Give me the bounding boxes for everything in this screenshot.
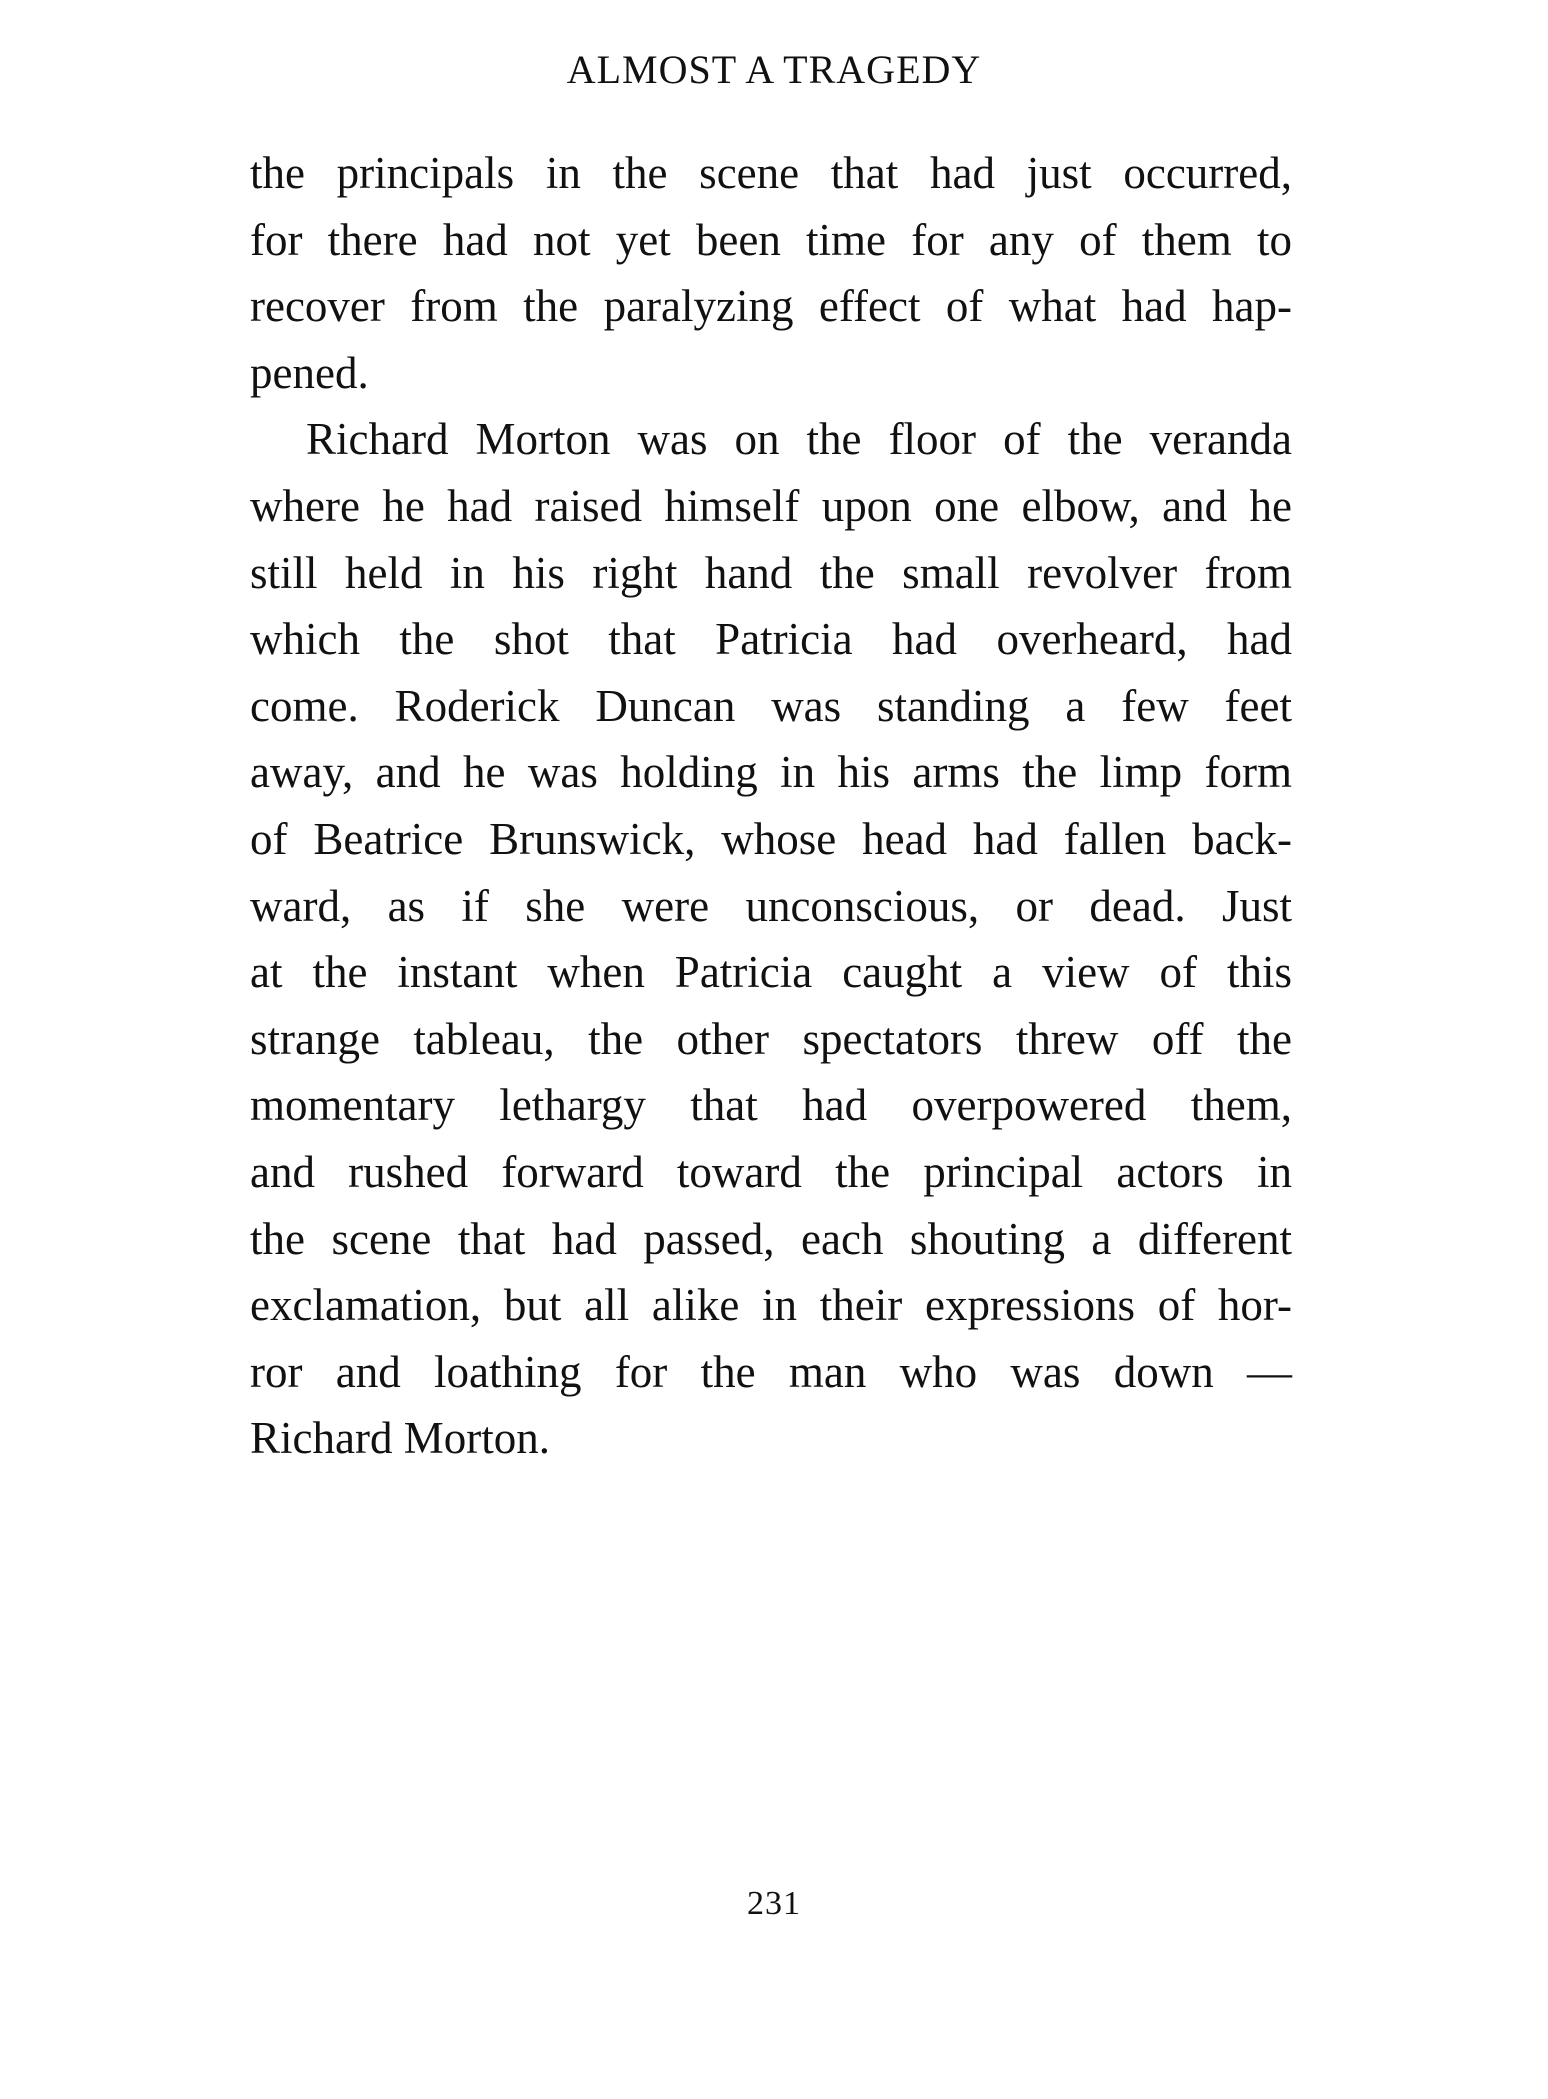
text-line: at the instant when Patricia caught a view of this xyxy=(250,947,1292,998)
paragraph-2 xyxy=(250,406,1292,1472)
page-number: 231 xyxy=(747,1885,801,1922)
text-line: which the shot that Patricia had overheard, had xyxy=(250,614,1292,665)
text-line: Richard Morton was on the floor of the veranda xyxy=(306,414,1292,465)
text-line: ward, as if she were unconscious, or dead. Just xyxy=(250,880,1292,931)
text-line: the scene that had passed, each shouting a different xyxy=(250,1213,1292,1264)
text-line: recover from the paralyzing effect of what had hap- xyxy=(250,281,1292,332)
text-line: away, and he was holding in his arms the limp form xyxy=(250,747,1292,798)
text-line: exclamation, but all alike in their expressions of hor- xyxy=(250,1280,1292,1331)
text-line: come. Roderick Duncan was standing a few feet xyxy=(250,680,1292,731)
text-line: for there had not yet been time for any of them to xyxy=(250,214,1292,265)
paragraph-1 xyxy=(250,140,1292,406)
text-line: Richard Morton. xyxy=(250,1413,550,1464)
text-line: ror and loathing for the man who was down — xyxy=(250,1346,1292,1397)
body-text xyxy=(250,140,1292,1472)
text-line: the principals in the scene that had just occurred, xyxy=(250,148,1292,198)
running-head: ALMOST A TRAGEDY xyxy=(566,47,982,92)
text-line: strange tableau, the other spectators threw off the xyxy=(250,1013,1292,1064)
text-line: where he had raised himself upon one elbow, and he xyxy=(250,480,1292,531)
text-line: pened. xyxy=(250,347,369,398)
text-line: momentary lethargy that had overpowered them, xyxy=(250,1080,1292,1131)
text-line: of Beatrice Brunswick, whose head had fallen back- xyxy=(250,813,1292,864)
text-line: and rushed forward toward the principal actors in xyxy=(250,1146,1292,1197)
text-line: still held in his right hand the small revolver from xyxy=(250,547,1292,598)
